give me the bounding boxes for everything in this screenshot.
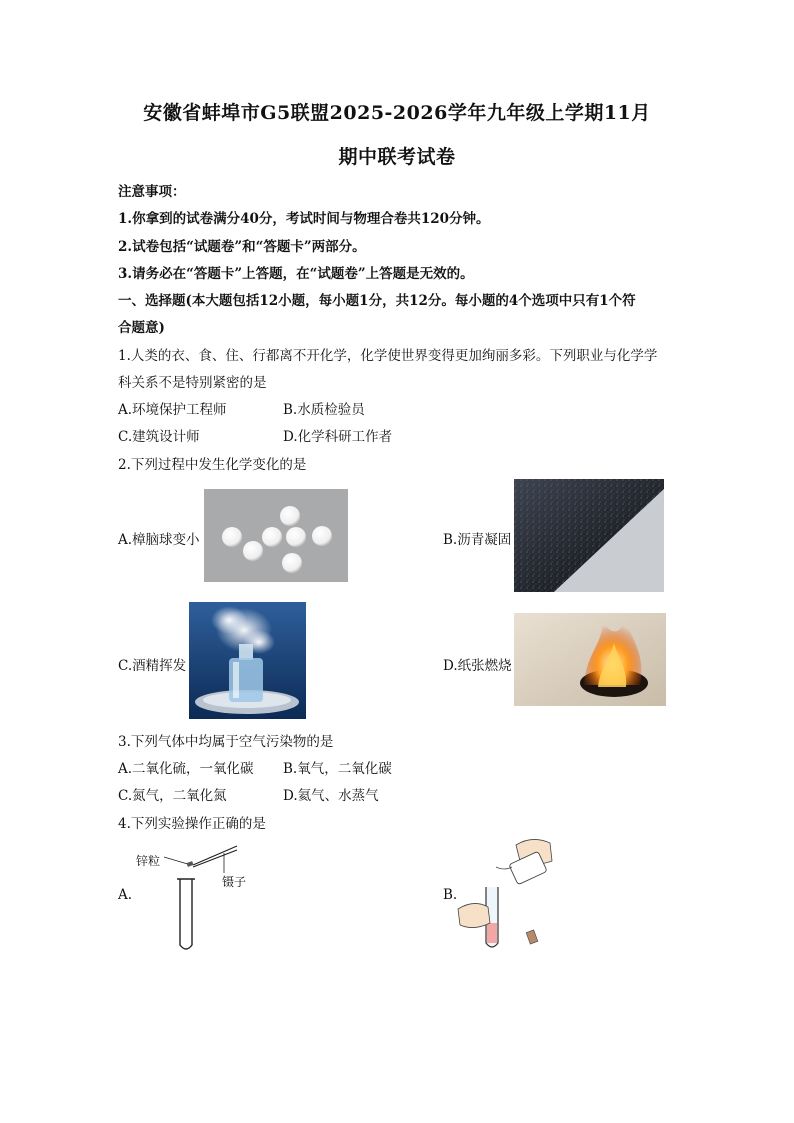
q1-option-c: C.建筑设计师 (118, 429, 200, 445)
asphalt-photo (514, 479, 664, 592)
alcohol-bottle-photo (189, 602, 306, 719)
q3-option-c: C.氮气，二氧化氮 (118, 788, 227, 804)
q1-option-a: A.环境保护工程师 (118, 402, 227, 418)
note-item-1: 1.你拿到的试卷满分40分，考试时间与物理合卷共120分钟。 (118, 211, 490, 227)
q3-option-a: A.二氧化硫，一氧化碳 (118, 761, 254, 777)
label-tweezers: 镊子 (222, 875, 247, 889)
section1-heading-line2: 合题意) (118, 320, 165, 336)
q2-option-c: C.酒精挥发 (118, 658, 187, 674)
q1-option-b: B.水质检验员 (283, 402, 365, 418)
q1-stem-line1: 1.人类的衣、食、住、行都离不开化学，化学使世界变得更加绚丽多彩。下列职业与化学学 (118, 348, 658, 364)
notes-heading: 注意事项： (118, 184, 186, 200)
q3-stem: 3.下列气体中均属于空气污染物的是 (118, 734, 334, 750)
q2-option-b: B.沥青凝固 (443, 532, 512, 548)
pouring-liquid-diagram (456, 835, 566, 955)
q2-option-a: A.樟脑球变小 (118, 532, 200, 548)
exam-title-line1: 安徽省蚌埠市G5联盟2025-2026学年九年级上学期11月 (143, 102, 651, 124)
exam-title-line2: 期中联考试卷 (338, 146, 456, 168)
label-zinc-granule: 锌粒 (136, 854, 161, 868)
q4-option-b: B. (443, 887, 458, 903)
note-item-2: 2.试卷包括“试题卷”和“答题卡”两部分。 (118, 239, 366, 255)
q1-option-d: D.化学科研工作者 (283, 429, 393, 445)
burning-paper-photo (514, 613, 666, 706)
q3-option-d: D.氦气、水蒸气 (283, 788, 379, 804)
q3-option-b: B.氧气，二氧化碳 (283, 761, 392, 777)
q2-stem: 2.下列过程中发生化学变化的是 (118, 457, 307, 473)
q1-stem-line2: 科关系不是特别紧密的是 (118, 375, 267, 391)
note-item-3: 3.请务必在“答题卡”上答题，在“试题卷”上答题是无效的。 (118, 266, 474, 282)
q4-stem: 4.下列实验操作正确的是 (118, 816, 266, 832)
q4-option-a: A. (118, 887, 133, 903)
mothball-photo (204, 489, 348, 582)
q2-option-d: D.纸张燃烧 (443, 658, 512, 674)
section1-heading-line1: 一、选择题(本大题包括12小题，每小题1分，共12分。每小题的4个选项中只有1个符 (118, 293, 636, 309)
